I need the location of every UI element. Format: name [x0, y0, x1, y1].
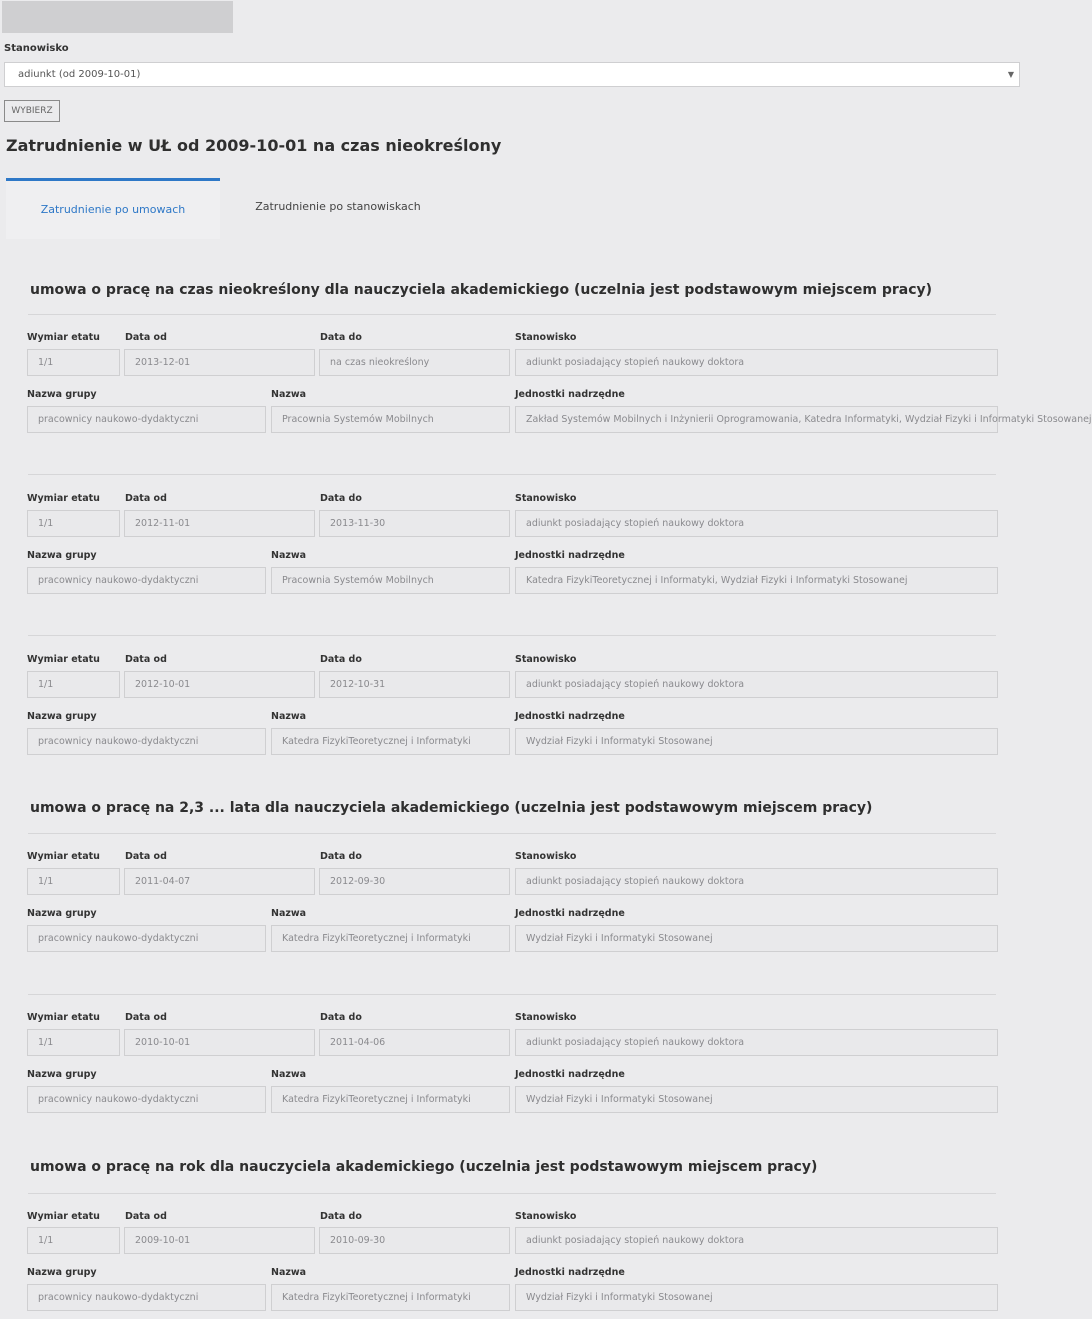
label-wymiar: Wymiar etatu	[27, 493, 100, 504]
field-nazwa: Katedra FizykiTeoretycznej i Informatyki	[271, 1086, 510, 1113]
label-stanowisko: Stanowisko	[515, 493, 577, 504]
label-wymiar: Wymiar etatu	[27, 654, 100, 665]
select-button[interactable]: WYBIERZ	[4, 100, 60, 122]
field-stanowisko: adiunkt posiadający stopień naukowy doktora	[515, 510, 998, 537]
label-nazwa-grupy: Nazwa grupy	[27, 908, 97, 919]
field-data-od: 2012-11-01	[124, 510, 315, 537]
field-nazwa: Pracownia Systemów Mobilnych	[271, 567, 510, 594]
label-nazwa: Nazwa	[271, 1069, 307, 1080]
field-data-do: 2011-04-06	[319, 1029, 510, 1056]
field-stanowisko: adiunkt posiadający stopień naukowy doktora	[515, 671, 998, 698]
field-data-do: 2012-09-30	[319, 868, 510, 895]
label-stanowisko: Stanowisko	[515, 1211, 577, 1222]
field-stanowisko: adiunkt posiadający stopień naukowy doktora	[515, 1227, 998, 1254]
tab-contracts[interactable]: Zatrudnienie po umowach	[6, 178, 220, 239]
label-data-od: Data od	[125, 1211, 167, 1222]
field-data-od: 2011-04-07	[124, 868, 315, 895]
field-jednostki: Wydział Fizyki i Informatyki Stosowanej	[515, 925, 998, 952]
label-data-od: Data od	[125, 654, 167, 665]
field-wymiar: 1/1	[27, 1029, 120, 1056]
divider	[28, 314, 996, 315]
label-wymiar: Wymiar etatu	[27, 332, 100, 343]
contract-title: umowa o pracę na 2,3 ... lata dla nauczyciela akademickiego (uczelnia jest podstawowym miejscem pracy)	[30, 800, 873, 816]
field-nazwa: Pracownia Systemów Mobilnych	[271, 406, 510, 433]
field-jednostki: Wydział Fizyki i Informatyki Stosowanej	[515, 1284, 998, 1311]
label-nazwa: Nazwa	[271, 389, 307, 400]
field-stanowisko: adiunkt posiadający stopień naukowy doktora	[515, 349, 998, 376]
field-nazwa-grupy: pracownicy naukowo-dydaktyczni	[27, 925, 266, 952]
field-wymiar: 1/1	[27, 671, 120, 698]
label-jednostki: Jednostki nadrzędne	[515, 711, 625, 722]
contract-title: umowa o pracę na rok dla nauczyciela akademickiego (uczelnia jest podstawowym miejscem pracy)	[30, 1159, 818, 1175]
position-select-value: adiunkt (od 2009-10-01)	[18, 69, 141, 80]
label-data-od: Data od	[125, 493, 167, 504]
field-stanowisko: adiunkt posiadający stopień naukowy doktora	[515, 868, 998, 895]
field-wymiar: 1/1	[27, 510, 120, 537]
field-nazwa-grupy: pracownicy naukowo-dydaktyczni	[27, 1086, 266, 1113]
employment-record	[0, 849, 1024, 959]
field-jednostki: Zakład Systemów Mobilnych i Inżynierii Oprogramowania, Katedra Informatyki, Wydział Fizyki i Informatyki Stosowanej	[515, 406, 998, 433]
header-logo-bar	[2, 1, 233, 33]
employment-record	[0, 652, 1024, 762]
label-nazwa: Nazwa	[271, 908, 307, 919]
contract-title: umowa o pracę na czas nieokreślony dla nauczyciela akademickiego (uczelnia jest podstawowym miejscem pracy)	[30, 282, 933, 298]
label-jednostki: Jednostki nadrzędne	[515, 389, 625, 400]
tab-positions[interactable]: Zatrudnienie po stanowiskach	[255, 200, 421, 213]
field-data-od: 2013-12-01	[124, 349, 315, 376]
field-nazwa: Katedra FizykiTeoretycznej i Informatyki	[271, 925, 510, 952]
field-data-od: 2010-10-01	[124, 1029, 315, 1056]
field-jednostki: Katedra FizykiTeoretycznej i Informatyki, Wydział Fizyki i Informatyki Stosowanej	[515, 567, 998, 594]
field-nazwa-grupy: pracownicy naukowo-dydaktyczni	[27, 567, 266, 594]
label-stanowisko: Stanowisko	[515, 332, 577, 343]
label-data-do: Data do	[320, 493, 362, 504]
label-nazwa: Nazwa	[271, 550, 307, 561]
field-data-do: na czas nieokreślony	[319, 349, 510, 376]
divider	[28, 474, 996, 475]
label-wymiar: Wymiar etatu	[27, 1211, 100, 1222]
employment-record	[0, 1010, 1024, 1120]
page-title: Zatrudnienie w UŁ od 2009-10-01 na czas nieokreślony	[6, 136, 502, 155]
label-data-od: Data od	[125, 332, 167, 343]
field-data-od: 2009-10-01	[124, 1227, 315, 1254]
position-label: Stanowisko	[4, 43, 69, 54]
label-nazwa-grupy: Nazwa grupy	[27, 711, 97, 722]
label-nazwa: Nazwa	[271, 711, 307, 722]
field-wymiar: 1/1	[27, 1227, 120, 1254]
field-jednostki: Wydział Fizyki i Informatyki Stosowanej	[515, 1086, 998, 1113]
divider	[28, 635, 996, 636]
field-data-do: 2010-09-30	[319, 1227, 510, 1254]
field-data-do: 2013-11-30	[319, 510, 510, 537]
label-data-do: Data do	[320, 851, 362, 862]
field-nazwa-grupy: pracownicy naukowo-dydaktyczni	[27, 1284, 266, 1311]
label-wymiar: Wymiar etatu	[27, 1012, 100, 1023]
field-stanowisko: adiunkt posiadający stopień naukowy doktora	[515, 1029, 998, 1056]
label-stanowisko: Stanowisko	[515, 654, 577, 665]
field-nazwa: Katedra FizykiTeoretycznej i Informatyki	[271, 728, 510, 755]
label-jednostki: Jednostki nadrzędne	[515, 550, 625, 561]
position-select[interactable]	[4, 62, 1020, 87]
label-stanowisko: Stanowisko	[515, 1012, 577, 1023]
label-wymiar: Wymiar etatu	[27, 851, 100, 862]
field-nazwa: Katedra FizykiTeoretycznej i Informatyki	[271, 1284, 510, 1311]
label-stanowisko: Stanowisko	[515, 851, 577, 862]
label-jednostki: Jednostki nadrzędne	[515, 1267, 625, 1278]
label-data-do: Data do	[320, 332, 362, 343]
field-wymiar: 1/1	[27, 868, 120, 895]
employment-record	[0, 491, 1024, 601]
divider	[28, 994, 996, 995]
label-data-do: Data do	[320, 1012, 362, 1023]
field-data-do: 2012-10-31	[319, 671, 510, 698]
label-nazwa: Nazwa	[271, 1267, 307, 1278]
label-nazwa-grupy: Nazwa grupy	[27, 389, 97, 400]
label-nazwa-grupy: Nazwa grupy	[27, 1069, 97, 1080]
field-wymiar: 1/1	[27, 349, 120, 376]
label-jednostki: Jednostki nadrzędne	[515, 1069, 625, 1080]
label-data-do: Data do	[320, 1211, 362, 1222]
field-data-od: 2012-10-01	[124, 671, 315, 698]
divider	[28, 1193, 996, 1194]
label-data-do: Data do	[320, 654, 362, 665]
employment-record	[0, 1209, 1024, 1319]
field-jednostki: Wydział Fizyki i Informatyki Stosowanej	[515, 728, 998, 755]
field-nazwa-grupy: pracownicy naukowo-dydaktyczni	[27, 728, 266, 755]
divider	[28, 833, 996, 834]
label-data-od: Data od	[125, 851, 167, 862]
label-data-od: Data od	[125, 1012, 167, 1023]
field-nazwa-grupy: pracownicy naukowo-dydaktyczni	[27, 406, 266, 433]
chevron-down-icon: ▼	[1007, 70, 1014, 79]
label-nazwa-grupy: Nazwa grupy	[27, 550, 97, 561]
label-nazwa-grupy: Nazwa grupy	[27, 1267, 97, 1278]
employment-record	[0, 330, 1092, 440]
label-jednostki: Jednostki nadrzędne	[515, 908, 625, 919]
